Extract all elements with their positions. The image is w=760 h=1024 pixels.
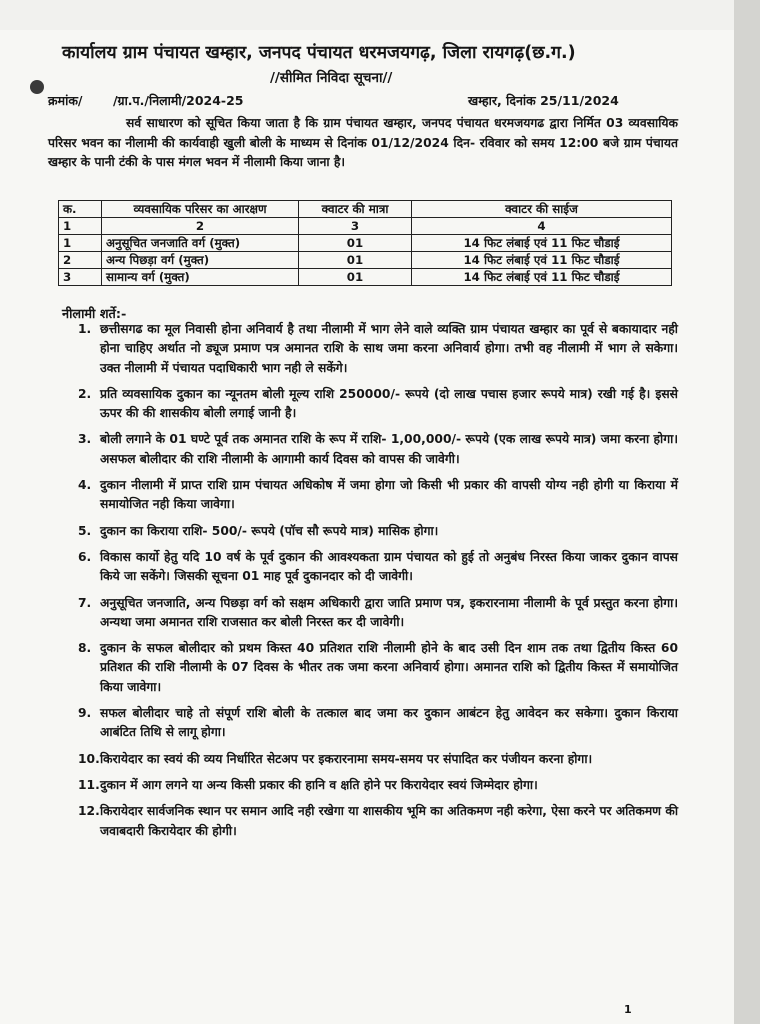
condition-item — [78, 594, 678, 633]
table-cell: 14 फिट लंबाई एवं 11 फिट चौडाई — [412, 252, 672, 269]
punch-hole — [30, 80, 44, 94]
condition-item — [78, 385, 678, 424]
condition-item — [78, 704, 678, 743]
condition-number: 5. — [78, 523, 92, 538]
col-header-serial: क. — [59, 201, 102, 218]
table-row — [59, 235, 672, 252]
col-header-quantity: क्वाटर की मात्रा — [299, 201, 412, 218]
condition-text: विकास कार्यो हेतु यदि 10 वर्ष के पूर्व दुकान की आवश्यकता ग्राम पंचायत को हुई तो अनुबंध निरस्त किया जाकर दुकान वापस किये जा सकेंगे। जिसकी सूचना 01 माह पूर्व दुकानदार को दी जावेगी। — [100, 549, 678, 584]
condition-text: दुकान में आग लगने या अन्य किसी प्रकार की हानि व क्षति होने पर किरायेदार स्वयं जिम्मेदार होगा। — [100, 777, 538, 792]
photo-top-strip — [0, 0, 760, 30]
ref-code: /ग्रा.प./निलामी/2024-25 — [112, 93, 244, 108]
table-row — [59, 252, 672, 269]
table-cell: 2 — [59, 252, 102, 269]
photo-right-edge — [734, 0, 760, 1024]
col-header-reservation: व्यवसायिक परिसर का आरक्षण — [102, 201, 299, 218]
condition-item — [78, 639, 678, 697]
condition-text: दुकान के सफल बोलीदार को प्रथम किस्त 40 प्रतिशत राशि नीलामी होने के बाद उसी दिन शाम तक तथा द्वितीय किस्त 60 प्रतिशत की राशि नीलामी के 07 दिवस के भीतर तक जमा करना अनिवार्य होगा। अमानत राशि को द्वितीय किस्त में समायोजित किया जावेगा। — [100, 641, 678, 694]
condition-text: दुकान नीलामी में प्राप्त राशि ग्राम पंचायत अधिकोष में जमा होगा जो किसी भी प्रकार की वापसी योग्य नही होगी या किराया में समायोजित नही किया जावेगा। — [100, 478, 678, 512]
page-number: 1 — [624, 1003, 632, 1016]
table-cell: 01 — [299, 235, 412, 252]
condition-text: किरायेदार सार्वजनिक स्थान पर समान आदि नही रखेगा या शासकीय भूमि का अतिकमण नही करेगा, ऐसा करने पर अतिकमण की जवाबदारी किरायेदार की होगी। — [100, 804, 678, 838]
condition-text: किरायेदार का स्वयं की व्यय निर्धारित सेटअप पर इकरारनामा समय-समय पर संपादित कर पंजीयन करना होगा। — [100, 751, 593, 766]
table-index-row — [59, 218, 672, 235]
condition-number: 6. — [78, 549, 92, 564]
condition-text: प्रति व्यवसायिक दुकान का न्यूनतम बोली मूल्य राशि 250000/- रूपये (दो लाख पचास हजार रूपये मात्र) रखी गई है। इससे ऊपर की की शासकीय बोली लगाई जानी है। — [100, 386, 678, 421]
table-row — [59, 269, 672, 286]
ref-label: क्रमांक/ — [48, 93, 83, 108]
condition-text: दुकान का किराया राशि- 500/- रूपये (पॉच सौ रूपये मात्र) मासिक होगा। — [100, 523, 439, 538]
condition-number: 8. — [78, 641, 92, 656]
conditions-list — [78, 320, 678, 848]
col-header-size: क्वाटर की साईज — [412, 201, 672, 218]
condition-number: 3. — [78, 432, 92, 447]
condition-text: अनुसूचित जनजाति, अन्य पिछड़ा वर्ग को सक्षम अधिकारी द्वारा जाति प्रमाण पत्र, इकरारनामा नीलामी के पूर्व प्रस्तुत करना होगा। अन्यथा जमा अमानत राशि राजसात कर बोली निरस्त कर दी जावेगी। — [100, 595, 678, 629]
condition-item — [78, 802, 678, 841]
table-cell: 2 — [102, 218, 299, 235]
condition-text: बोली लगाने के 01 घण्टे पूर्व तक अमानत राशि के रूप में राशि- 1,00,000/- रूपये (एक लाख रूपये मात्र) जमा करना होगा। असफल बोलीदार की राशि नीलामी के आगामी कार्य दिवस को वापस की जावेगी। — [100, 432, 678, 466]
table-cell: अनुसूचित जनजाति वर्ग (मुक्त) — [102, 235, 299, 252]
table-cell: 01 — [299, 269, 412, 286]
condition-number: 9. — [78, 706, 92, 721]
table-cell: 14 फिट लंबाई एवं 11 फिट चौडाई — [412, 269, 672, 286]
condition-number: 11. — [78, 777, 100, 792]
condition-item — [78, 522, 678, 541]
table-cell: 4 — [412, 218, 672, 235]
table-cell: 14 फिट लंबाई एवं 11 फिट चौडाई — [412, 235, 672, 252]
condition-item — [78, 776, 678, 795]
condition-item — [78, 430, 678, 469]
condition-number: 2. — [78, 386, 92, 401]
condition-item — [78, 750, 678, 769]
table-cell: 3 — [299, 218, 412, 235]
table-cell: 3 — [59, 269, 102, 286]
condition-number: 1. — [78, 322, 92, 336]
table-cell: 01 — [299, 252, 412, 269]
notice-date: खम्हार, दिनांक 25/11/2024 — [468, 93, 619, 108]
condition-item — [78, 548, 678, 587]
condition-number: 7. — [78, 595, 92, 610]
premises-table — [58, 200, 672, 286]
condition-number: 10. — [78, 751, 100, 766]
conditions-heading: नीलामी शर्ते:- — [62, 307, 127, 322]
table-cell: 1 — [59, 235, 102, 252]
condition-number: 12. — [78, 804, 100, 819]
notice-subtitle: //सीमित निविदा सूचना// — [270, 70, 393, 86]
condition-text: सफल बोलीदार चाहे तो संपूर्ण राशि बोली के तत्काल बाद जमा कर दुकान आबंटन हेतु आवेदन कर सकेगा। दुकान किराया आबंटित तिथि से लागू होगा। — [100, 706, 678, 740]
table-cell: सामान्य वर्ग (मुक्त) — [102, 269, 299, 286]
reference-number — [48, 92, 244, 109]
office-title: कार्यालय ग्राम पंचायत खम्हार, जनपद पंचायत धरमजयगढ़, जिला रायगढ़(छ.ग.) — [62, 43, 576, 63]
condition-number: 4. — [78, 478, 92, 493]
table-header-row — [59, 201, 672, 218]
table-cell: 1 — [59, 218, 102, 235]
condition-item — [78, 476, 678, 515]
intro-paragraph: सर्व साधारण को सूचित किया जाता है कि ग्राम पंचायत खम्हार, जनपद पंचायत धरमजयगढ द्वारा निर्मित 03 व्यवसायिक परिसर भवन का नीलामी की कार्यवाही खुली बोली के माध्यम से दिनांक 01/12/2024 दिन- रविवार को समय 12:00 बजे ग्राम पंचायत खम्हार के पानी टंकी के पास मंगल भवन में नीलामी किया जाना है। — [48, 116, 678, 169]
condition-item — [78, 320, 678, 378]
condition-text: छत्तीसगढ का मूल निवासी होना अनिवार्य है तथा नीलामी में भाग लेने वाले व्यक्ति ग्राम पंचायत खम्हार का पूर्व से बकायादार नही होना चाहिए अर्थात नो ड्यूज प्रमाण पत्र अमानत राशि के साथ जमा करना अनिवार्य होगा। तभी वह नीलामी में भाग ले सकेगा। उक्त नीलामी में पंचायत पदाधिकारी भाग नही ले सकेंगे। — [100, 322, 678, 375]
table-cell: अन्य पिछड़ा वर्ग (मुक्त) — [102, 252, 299, 269]
